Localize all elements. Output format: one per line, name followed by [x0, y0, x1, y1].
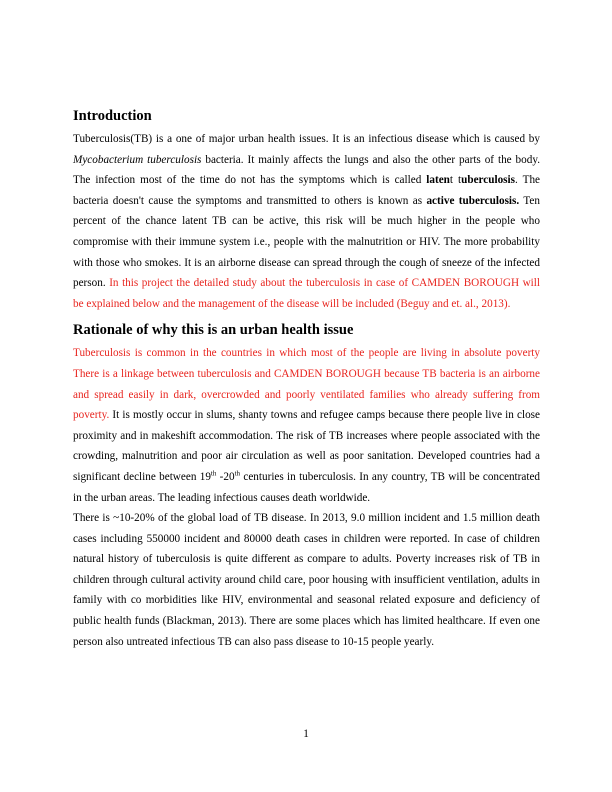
- latent-term-tb: uberculosis: [461, 174, 516, 187]
- latent-term-b: t: [453, 174, 462, 187]
- rationale-paragraph-2: There is ~10-20% of the global load of TB disease. In 2013, 9.0 million incident and 1.5 million death cases including 550000 incident and 80000 death cases in children were reported. In case of children natural history of tuberculosis is quite different as compare to adults. Poverty increases risk of TB in children through cultural activity around child care, poor housing with insufficient ventilation, adults in family with co morbidities like HIV, environmental and seasonal related exposure and deficiency of public health funds (Blackman, 2013). There are some places which has limited healthcare. If even one person also untreated infectious TB can also pass disease to 10-15 people yearly.: [73, 512, 540, 648]
- rationale-paragraph-1: [73, 343, 540, 508]
- page-number: 1: [303, 728, 309, 740]
- introduction-paragraph: [73, 129, 540, 314]
- active-tb-term: active tuberculosis.: [426, 194, 520, 207]
- superscript-th-2: th: [234, 469, 241, 478]
- rationale-heading: Rationale of why this is an urban health issue: [73, 322, 354, 339]
- introduction-heading: Introduction: [73, 108, 152, 124]
- intro-text-2: bacteria. It mainly affects the lungs and also the other parts of the body. The infection most of the time do not has the symptoms which is called: [73, 153, 540, 187]
- intro-text-4: Ten percent of the chance latent TB can be active, this risk will be much higher in the people who compromise with their immune system i.e., people with the malnutrition or HIV. The more probability with those who smokes. It is an airborne disease can spread through the cough of sneeze of the infected person.: [73, 194, 540, 290]
- document-body: [73, 106, 540, 652]
- rationale-highlight-text: Tuberculosis is common in the countries in which most of the people are living in absolute poverty There is a linkage between tuberculosis and CAMDEN BOROUGH because TB bacteria is an airborne and spread easily in dark, overcrowded and poorly ventilated families who already suffering from poverty.: [73, 347, 540, 422]
- superscript-th-1: th: [210, 469, 217, 478]
- intro-text-1: Tuberculosis(TB) is a one of major urban health issues. It is an infectious disease which is caused by: [73, 133, 540, 145]
- rationale-text-3: centuries in tuberculosis. In any country, TB will be concentrated in the urban areas. The leading infectious causes death worldwide.: [73, 470, 541, 504]
- latent-term-t: t: [449, 174, 454, 187]
- latent-term-a: laten: [426, 174, 450, 187]
- organism-name: Mycobacterium tuberculosis: [73, 153, 202, 166]
- intro-text-3: . The bacteria doesn't cause the symptoms and transmitted to others is known as: [73, 174, 540, 207]
- rationale-text-2: -20: [216, 470, 235, 483]
- intro-highlight-text: In this project the detailed study about the tuberculosis in case of CAMDEN BOROUGH will be explained below and the management of the disease will be included (Beguy and et. al., 2013).: [73, 277, 540, 310]
- rationale-text-1: It is mostly occur in slums, shanty towns and refugee camps because there people live in close proximity and in makeshift accommodation. The risk of TB increases where people associated with the crowding, malnutrition and poor air circulation as well as poor sanitation. Developed countries had a significant decline between 19: [73, 409, 540, 483]
